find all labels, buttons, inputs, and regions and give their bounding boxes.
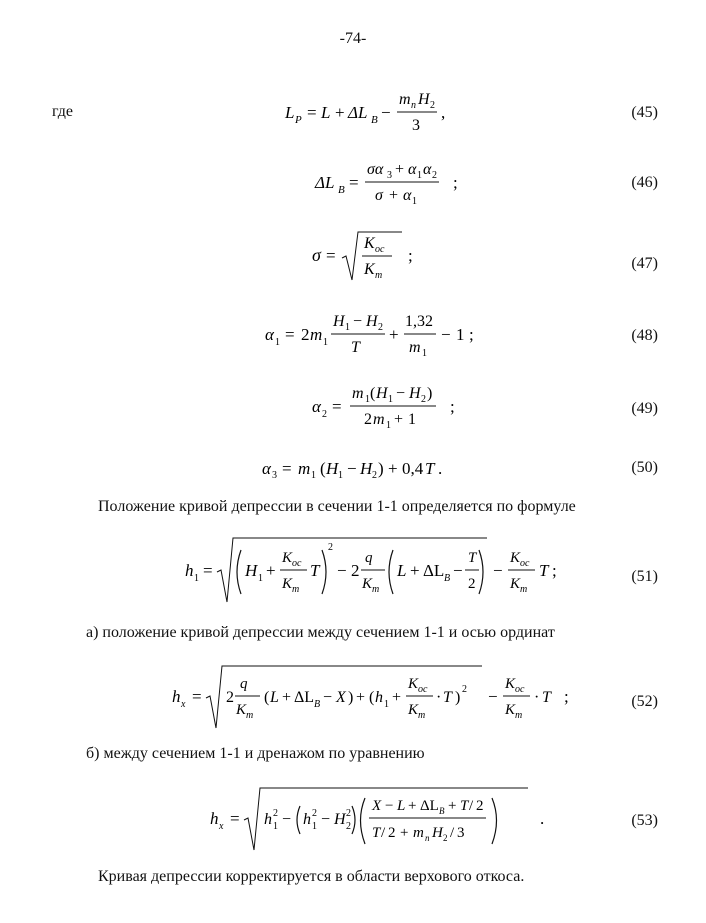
svg-text:K: K: [510, 576, 521, 592]
svg-text:=: =: [192, 687, 202, 706]
svg-text:σ: σ: [312, 245, 321, 265]
svg-text:0,4: 0,4: [402, 459, 424, 478]
svg-text:2: 2: [273, 808, 278, 819]
svg-text:(: (: [370, 385, 376, 402]
svg-text:α: α: [312, 397, 321, 416]
svg-text:α: α: [265, 325, 274, 344]
svg-text:T: T: [351, 339, 360, 356]
svg-text:=: =: [332, 397, 342, 416]
svg-text:K: K: [236, 702, 247, 718]
svg-text:m: m: [399, 91, 411, 108]
svg-text:−: −: [337, 561, 347, 580]
svg-text:B: B: [444, 573, 451, 584]
svg-text:m: m: [246, 710, 254, 721]
svg-text:1: 1: [311, 470, 316, 481]
svg-text:;: ;: [453, 173, 458, 192]
svg-text:L: L: [397, 561, 407, 580]
svg-text:2: 2: [462, 684, 467, 695]
svg-text:q: q: [365, 550, 373, 566]
svg-text:2: 2: [388, 825, 396, 841]
svg-text:;: ;: [552, 561, 557, 580]
svg-text:/: /: [450, 825, 455, 841]
equation-number: (48): [631, 327, 658, 344]
svg-text:m: m: [292, 584, 300, 595]
svg-text:3: 3: [272, 470, 277, 481]
svg-text:−: −: [493, 561, 503, 580]
svg-text:H: H: [245, 561, 258, 580]
svg-text:2: 2: [372, 470, 377, 481]
svg-text:m: m: [409, 339, 421, 356]
formula-45: [285, 88, 465, 143]
svg-text:α: α: [423, 161, 432, 178]
svg-text:1: 1: [408, 411, 416, 428]
svg-text:+: +: [395, 161, 405, 178]
formula-52-svg: [172, 660, 572, 734]
paragraph-text: Кривая депрессии корректируется в области верхового откоса.: [98, 868, 525, 885]
svg-text:ΔL: ΔL: [423, 561, 445, 580]
svg-text:2: 2: [432, 170, 437, 181]
svg-text:T: T: [468, 550, 477, 566]
svg-text:2: 2: [443, 833, 448, 843]
svg-text:ΔL: ΔL: [420, 798, 439, 814]
svg-text:H: H: [376, 385, 388, 402]
svg-text:H: H: [326, 459, 339, 478]
paragraph-text: б) между сечением 1-1 и дренажом по уравнению: [86, 745, 425, 762]
svg-text:−: −: [385, 798, 394, 814]
svg-text:K: K: [364, 261, 375, 278]
svg-text:): ): [378, 459, 384, 478]
svg-text:+: +: [389, 187, 399, 204]
equation-number: (53): [631, 812, 658, 829]
svg-text:1: 1: [338, 470, 343, 481]
paragraph-text: Положение кривой депрессии в сечении 1-1 определяется по формуле: [98, 498, 576, 515]
svg-text:H: H: [418, 91, 430, 108]
svg-text:m: m: [373, 411, 385, 428]
svg-text:=: =: [326, 246, 336, 265]
svg-text:2: 2: [226, 689, 234, 706]
svg-text:K: K: [505, 676, 516, 692]
svg-text:H: H: [432, 825, 443, 841]
svg-text:2: 2: [312, 808, 317, 819]
svg-text:h: h: [264, 811, 272, 828]
svg-text:1: 1: [417, 170, 422, 181]
svg-text:B: B: [439, 806, 445, 816]
svg-text:T: T: [542, 689, 551, 706]
svg-text:K: K: [510, 550, 521, 566]
svg-text:1: 1: [273, 821, 278, 832]
svg-text:2: 2: [346, 821, 351, 832]
svg-text:/: /: [469, 798, 474, 814]
formula-45-svg: [285, 88, 465, 138]
svg-text:1,32: 1,32: [405, 313, 433, 330]
svg-text:1: 1: [388, 394, 393, 405]
svg-text:α: α: [408, 161, 417, 178]
formula-51-svg: [185, 532, 585, 608]
svg-text:K: K: [408, 702, 419, 718]
svg-text:+: +: [392, 689, 402, 706]
equation-number: (52): [631, 693, 658, 710]
svg-text:K: K: [362, 576, 373, 592]
svg-text:+: +: [410, 561, 420, 580]
svg-text:1: 1: [345, 322, 350, 333]
svg-text:T: T: [372, 825, 381, 841]
svg-text:=: =: [349, 173, 359, 192]
svg-text:1: 1: [412, 196, 417, 207]
svg-text:): ): [455, 689, 461, 706]
svg-text:h: h: [303, 811, 311, 828]
svg-text:3: 3: [387, 170, 392, 181]
svg-text:H: H: [360, 459, 373, 478]
formula-53-svg: [210, 782, 570, 856]
svg-text:T: T: [443, 689, 452, 706]
svg-text:−: −: [282, 811, 292, 828]
svg-text:2: 2: [476, 798, 484, 814]
svg-text:h: h: [172, 687, 181, 706]
svg-text:−: −: [347, 459, 357, 478]
equation-number: (51): [631, 568, 658, 585]
svg-text:2: 2: [322, 409, 327, 420]
svg-text:): ): [427, 385, 433, 402]
svg-text:K: K: [282, 576, 293, 592]
svg-text:2: 2: [378, 322, 383, 333]
svg-text:ΔL: ΔL: [348, 103, 368, 122]
svg-text:m: m: [372, 584, 380, 595]
svg-text:K: K: [282, 550, 293, 566]
svg-text:=: =: [285, 325, 295, 344]
svg-text:oc: oc: [418, 684, 428, 695]
svg-text:2: 2: [430, 100, 435, 111]
svg-text:m: m: [310, 325, 323, 344]
svg-text:oc: oc: [520, 558, 530, 569]
svg-text:2: 2: [351, 561, 360, 580]
svg-text:H: H: [333, 313, 345, 330]
equation-number: (47): [631, 255, 658, 272]
svg-text:q: q: [240, 676, 248, 692]
svg-text:α: α: [262, 459, 271, 478]
formula-48: [265, 310, 495, 367]
svg-text:T: T: [539, 561, 549, 580]
svg-text:+: +: [408, 798, 417, 814]
svg-text:n: n: [425, 833, 430, 843]
equation-number: (46): [631, 174, 658, 191]
where-label: где: [52, 103, 74, 120]
svg-text:P: P: [295, 114, 302, 126]
svg-text:2: 2: [328, 542, 333, 553]
svg-text:+: +: [400, 825, 409, 841]
svg-text:;: ;: [564, 687, 569, 706]
svg-text:;: ;: [450, 397, 455, 416]
svg-text:=: =: [230, 809, 240, 828]
svg-text:X: X: [372, 798, 382, 814]
svg-text:1: 1: [365, 394, 370, 405]
svg-text:oc: oc: [515, 684, 525, 695]
svg-text:B: B: [338, 184, 345, 196]
svg-text:+: +: [448, 798, 457, 814]
svg-text:K: K: [408, 676, 419, 692]
svg-text:B: B: [314, 699, 321, 710]
svg-text:+: +: [388, 459, 398, 478]
svg-text:ΔL: ΔL: [294, 689, 315, 706]
svg-text:=: =: [282, 459, 292, 478]
svg-text:3: 3: [412, 117, 420, 134]
formula-49: [312, 382, 472, 439]
svg-text:T: T: [425, 459, 435, 478]
svg-text:;: ;: [408, 246, 413, 265]
formula-51: [185, 532, 585, 613]
svg-text:oc: oc: [292, 558, 302, 569]
svg-text:−: −: [321, 811, 331, 828]
svg-text:m: m: [418, 710, 426, 721]
svg-text:σ: σ: [375, 187, 383, 204]
svg-text:m: m: [520, 584, 528, 595]
svg-text:=: =: [307, 103, 317, 122]
svg-text:oc: oc: [375, 244, 385, 255]
svg-text:1: 1: [312, 821, 317, 832]
svg-text:(: (: [264, 689, 270, 706]
svg-text:+: +: [266, 561, 276, 580]
svg-text:α: α: [403, 187, 412, 204]
formula-50-svg: [262, 452, 482, 482]
svg-text:1: 1: [386, 420, 391, 431]
svg-text:1: 1: [194, 573, 199, 584]
svg-text:−: −: [441, 325, 451, 344]
formula-46: [315, 158, 475, 213]
svg-text:n: n: [411, 100, 416, 111]
svg-text:m: m: [413, 825, 424, 841]
svg-text:2: 2: [468, 576, 476, 592]
svg-text:H: H: [409, 385, 421, 402]
svg-text:h: h: [185, 561, 194, 580]
formula-52: [172, 660, 572, 739]
svg-text:h: h: [375, 689, 383, 706]
svg-text:L: L: [270, 689, 279, 706]
svg-text:−: −: [323, 689, 333, 706]
svg-text:x: x: [219, 821, 224, 832]
svg-text:+: +: [394, 411, 404, 428]
svg-text:−: −: [381, 103, 391, 122]
svg-text:=: =: [203, 561, 213, 580]
svg-text:·: ·: [534, 689, 540, 706]
svg-text:−: −: [453, 561, 463, 580]
svg-text:1: 1: [275, 337, 280, 348]
svg-text:ΔL: ΔL: [315, 173, 335, 192]
svg-text:2: 2: [346, 808, 351, 819]
svg-text:T: T: [460, 798, 469, 814]
formula-53: [210, 782, 570, 861]
svg-text:(: (: [369, 689, 375, 706]
svg-text:·: ·: [436, 689, 442, 706]
svg-text:2: 2: [364, 411, 372, 428]
svg-text:H: H: [366, 313, 378, 330]
svg-text:L: L: [285, 103, 295, 122]
svg-text:(: (: [320, 459, 326, 478]
svg-text:,: ,: [441, 103, 446, 122]
svg-text:.: .: [438, 459, 443, 478]
svg-text:+: +: [335, 103, 345, 122]
svg-text:1: 1: [258, 573, 263, 584]
svg-text:σα: σα: [367, 161, 384, 178]
svg-text:L: L: [321, 103, 331, 122]
svg-text:3: 3: [457, 825, 465, 841]
page-number: -74-: [339, 30, 367, 47]
paragraph-text: а) положение кривой депрессии между сечением 1-1 и осью ординат: [86, 624, 555, 641]
svg-text:m: m: [298, 459, 311, 478]
svg-text:+: +: [356, 689, 366, 706]
svg-text:−: −: [488, 687, 498, 706]
formula-48-svg: [265, 310, 495, 362]
svg-text:m: m: [375, 270, 383, 281]
svg-text:1: 1: [456, 325, 465, 344]
svg-text:m: m: [515, 710, 523, 721]
svg-text:+: +: [282, 689, 292, 706]
formula-46-svg: [315, 158, 475, 208]
svg-text:): ): [348, 689, 354, 706]
svg-text:−: −: [396, 385, 406, 402]
svg-text:K: K: [364, 235, 375, 252]
svg-text:1: 1: [422, 348, 427, 359]
svg-text:h: h: [210, 809, 219, 828]
svg-text:H: H: [334, 811, 346, 828]
svg-text:;: ;: [469, 325, 474, 344]
formula-47-svg: [312, 228, 432, 288]
formula-47: [312, 228, 432, 293]
equation-number: (49): [631, 400, 658, 417]
equation-number: (45): [631, 104, 658, 121]
equation-number: (50): [631, 459, 658, 476]
formula-50: [262, 452, 482, 487]
svg-text:.: .: [540, 809, 545, 828]
formula-49-svg: [312, 382, 472, 434]
svg-text:+: +: [389, 325, 399, 344]
svg-text:−: −: [353, 313, 363, 330]
svg-text:B: B: [371, 114, 378, 126]
svg-text:x: x: [181, 699, 186, 710]
svg-text:m: m: [352, 385, 364, 402]
svg-text:/: /: [381, 825, 386, 841]
svg-text:L: L: [397, 798, 406, 814]
svg-text:T: T: [310, 561, 320, 580]
svg-text:2: 2: [301, 325, 310, 344]
svg-text:1: 1: [384, 699, 389, 710]
svg-text:2: 2: [421, 394, 426, 405]
svg-text:K: K: [505, 702, 516, 718]
svg-text:X: X: [336, 689, 346, 706]
svg-text:1: 1: [323, 337, 328, 348]
